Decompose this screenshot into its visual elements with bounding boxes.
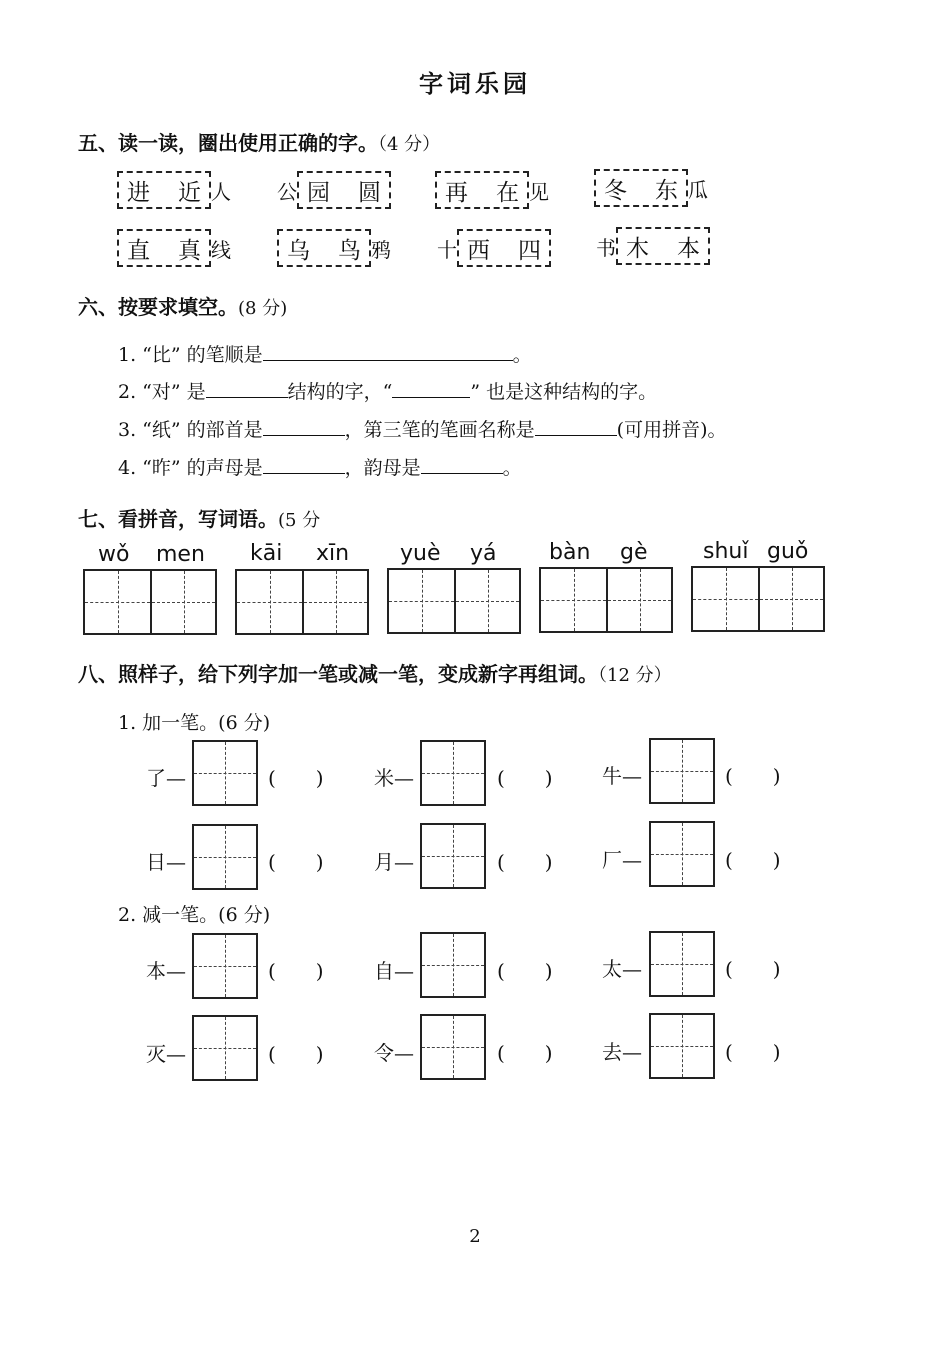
- page-number: 2: [469, 1226, 481, 1247]
- char: 米: [374, 766, 394, 790]
- given-char: [146, 1038, 186, 1067]
- grid-cell[interactable]: [237, 571, 302, 633]
- grid-cell[interactable]: [758, 568, 823, 630]
- writing-grid[interactable]: [539, 567, 673, 633]
- choice-group: [117, 169, 231, 211]
- context-char: 公: [277, 179, 297, 204]
- choice-box[interactable]: [117, 229, 211, 267]
- choice-box[interactable]: [297, 171, 391, 209]
- char: 日: [146, 850, 166, 874]
- choice-group: [594, 167, 708, 209]
- choice-char[interactable]: 冬: [604, 177, 627, 204]
- answer-blank[interactable]: [206, 379, 288, 398]
- pinyin: kāi: [250, 541, 283, 566]
- choice-char[interactable]: 再: [445, 179, 468, 206]
- given-char: [374, 955, 414, 984]
- answer-box[interactable]: [649, 931, 715, 997]
- grid-cell[interactable]: [302, 571, 367, 633]
- answer-blank[interactable]: [263, 455, 345, 474]
- answer-box[interactable]: [649, 738, 715, 804]
- choice-char[interactable]: 直: [127, 237, 150, 264]
- pinyin: bàn: [549, 540, 591, 565]
- sub-heading-remove: 2. 减一笔。(6 分): [118, 904, 271, 926]
- dash: —: [394, 766, 414, 790]
- given-char: [374, 1037, 414, 1066]
- given-char: [374, 846, 414, 875]
- grid-cell[interactable]: [606, 569, 671, 631]
- context-char: 十: [437, 237, 457, 262]
- choice-box[interactable]: [457, 229, 551, 267]
- choice-group: [117, 227, 231, 269]
- answer-box[interactable]: [192, 740, 258, 806]
- section-5-heading: [78, 127, 440, 156]
- dash: —: [622, 764, 642, 788]
- question-text: ，韵母是: [344, 457, 421, 479]
- choice-char[interactable]: 园: [307, 179, 330, 206]
- question-text: 3. “纸” 的部首是: [118, 419, 263, 441]
- word-blank[interactable]: ( ): [268, 850, 324, 874]
- word-blank[interactable]: ( ): [268, 766, 324, 790]
- writing-grid[interactable]: [387, 568, 521, 634]
- section-5-points: （4 分）: [378, 134, 441, 155]
- pinyin: shuǐ: [703, 539, 749, 564]
- answer-blank[interactable]: [535, 417, 617, 436]
- choice-box[interactable]: [117, 171, 211, 209]
- dash: —: [166, 1042, 186, 1066]
- choice-box[interactable]: [594, 169, 688, 207]
- given-char: [602, 953, 642, 982]
- pinyin: yuè: [400, 541, 441, 566]
- char: 了: [146, 766, 166, 790]
- choice-group: [277, 169, 391, 211]
- choice-box[interactable]: [277, 229, 371, 267]
- pinyin: gè: [620, 540, 648, 565]
- dash: —: [394, 1041, 414, 1065]
- choice-group: [277, 227, 391, 269]
- section-8-title: 八、照样子，给下列字加一笔或减一笔，变成新字再组词。: [78, 662, 598, 686]
- dash: —: [166, 766, 186, 790]
- choice-char[interactable]: 近: [178, 179, 201, 206]
- question-1: [118, 340, 532, 367]
- section-6-heading: [78, 291, 287, 320]
- choice-group: [435, 169, 549, 211]
- choice-box[interactable]: [435, 171, 529, 209]
- question-text: 2. “对” 是: [118, 381, 206, 403]
- answer-blank[interactable]: [263, 342, 513, 361]
- context-char: 书: [596, 235, 616, 260]
- word-blank[interactable]: ( ): [497, 1041, 553, 1065]
- word-blank[interactable]: ( ): [725, 848, 781, 872]
- choice-char[interactable]: 乌: [287, 237, 310, 264]
- word-blank[interactable]: ( ): [268, 959, 324, 983]
- section-7-heading: [78, 503, 320, 532]
- grid-cell[interactable]: [541, 569, 606, 631]
- grid-cell[interactable]: [150, 571, 215, 633]
- char: 太: [602, 957, 622, 981]
- pinyin: wǒ: [98, 542, 130, 567]
- sub-heading-add: 1. 加一笔。(6 分): [118, 712, 271, 734]
- given-char: [602, 844, 642, 873]
- word-blank[interactable]: ( ): [725, 764, 781, 788]
- answer-blank[interactable]: [263, 417, 345, 436]
- section-7-title: 七、看拼音，写词语。: [78, 507, 278, 531]
- grid-cell[interactable]: [389, 570, 454, 632]
- word-blank[interactable]: ( ): [725, 1040, 781, 1064]
- choice-group: [596, 225, 710, 267]
- page-title: 字词乐园: [419, 69, 531, 98]
- pinyin: men: [156, 542, 205, 567]
- char: 灭: [146, 1042, 166, 1066]
- grid-cell[interactable]: [693, 568, 758, 630]
- word-blank[interactable]: ( ): [497, 959, 553, 983]
- choice-box[interactable]: [616, 227, 710, 265]
- choice-char[interactable]: 鸟: [338, 237, 361, 264]
- answer-box[interactable]: [192, 933, 258, 999]
- char: 牛: [602, 764, 622, 788]
- dash: —: [622, 1040, 642, 1064]
- context-char: 瓜: [688, 177, 708, 202]
- dash: —: [166, 850, 186, 874]
- word-blank[interactable]: ( ): [497, 850, 553, 874]
- dash: —: [166, 959, 186, 983]
- answer-blank[interactable]: [421, 455, 503, 474]
- writing-grid[interactable]: [83, 569, 217, 635]
- dash: —: [394, 850, 414, 874]
- writing-grid[interactable]: [691, 566, 825, 632]
- answer-box[interactable]: [420, 740, 486, 806]
- answer-box[interactable]: [649, 821, 715, 887]
- choice-char[interactable]: 木: [626, 235, 649, 262]
- context-char: 线: [211, 237, 231, 262]
- given-char: [602, 760, 642, 789]
- writing-grid[interactable]: [235, 569, 369, 635]
- dash: —: [394, 959, 414, 983]
- question-text: ” 也是这种结构的字。: [470, 381, 658, 403]
- choice-char[interactable]: 本: [677, 235, 700, 262]
- section-8-heading: [78, 658, 672, 687]
- dash: —: [622, 848, 642, 872]
- grid-cell[interactable]: [85, 571, 150, 633]
- choice-char[interactable]: 东: [655, 177, 678, 204]
- context-char: 见: [529, 179, 549, 204]
- given-char: [374, 762, 414, 791]
- given-char: [146, 955, 186, 984]
- answer-blank[interactable]: [392, 379, 470, 398]
- choice-char[interactable]: 圆: [358, 179, 381, 206]
- grid-cell[interactable]: [454, 570, 519, 632]
- word-blank[interactable]: ( ): [725, 957, 781, 981]
- question-text: (可用拼音)。: [616, 419, 727, 441]
- choice-group: [437, 227, 551, 269]
- question-3: [118, 415, 726, 442]
- word-blank[interactable]: ( ): [268, 1042, 324, 1066]
- given-char: [602, 1036, 642, 1065]
- answer-box[interactable]: [420, 1014, 486, 1080]
- section-5-title: 五、读一读，圈出使用正确的字。: [78, 131, 378, 155]
- char: 去: [602, 1040, 622, 1064]
- section-6-title: 六、按要求填空。: [78, 295, 238, 319]
- question-text: ，第三笔的笔画名称是: [344, 419, 535, 441]
- context-char: 鸦: [371, 237, 391, 262]
- char: 月: [374, 850, 394, 874]
- question-text: 4. “昨” 的声母是: [118, 457, 263, 479]
- question-text: 。: [502, 457, 522, 479]
- char: 自: [374, 959, 394, 983]
- context-char: 人: [211, 179, 231, 204]
- pinyin: xīn: [316, 541, 350, 566]
- question-text: 。: [512, 344, 532, 366]
- section-8-points: （12 分）: [598, 665, 672, 686]
- choice-char[interactable]: 西: [467, 237, 490, 264]
- char: 厂: [602, 848, 622, 872]
- word-blank[interactable]: ( ): [497, 766, 553, 790]
- dash: —: [622, 957, 642, 981]
- choice-char[interactable]: 进: [127, 179, 150, 206]
- question-4: [118, 453, 522, 480]
- answer-box[interactable]: [420, 823, 486, 889]
- char: 令: [374, 1041, 394, 1065]
- section-6-points: (8 分): [238, 298, 288, 319]
- pinyin: guǒ: [767, 539, 809, 564]
- given-char: [146, 762, 186, 791]
- answer-box[interactable]: [192, 824, 258, 890]
- answer-box[interactable]: [420, 932, 486, 998]
- choice-char[interactable]: 真: [178, 237, 201, 264]
- char: 本: [146, 959, 166, 983]
- question-2: [118, 377, 657, 404]
- pinyin: yá: [470, 541, 497, 566]
- section-7-points: (5 分: [278, 510, 321, 531]
- choice-char[interactable]: 四: [518, 237, 541, 264]
- answer-box[interactable]: [192, 1015, 258, 1081]
- choice-char[interactable]: 在: [496, 179, 519, 206]
- question-text: 结构的字，“: [287, 381, 393, 403]
- given-char: [146, 846, 186, 875]
- question-text: 1. “比” 的笔顺是: [118, 344, 263, 366]
- answer-box[interactable]: [649, 1013, 715, 1079]
